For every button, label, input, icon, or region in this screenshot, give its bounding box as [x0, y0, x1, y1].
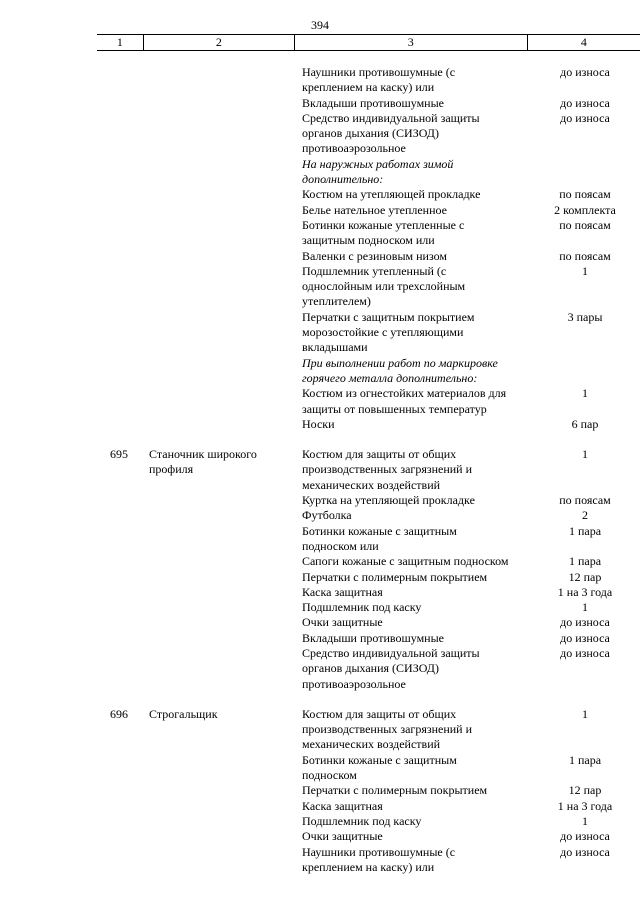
ppe-item-quantity: 1 на 3 года — [557, 584, 613, 599]
ppe-item-name-line: органов дыхания (СИЗОД) — [302, 126, 439, 141]
ppe-item-name-line: Костюм на утепляющей прокладке — [302, 187, 481, 202]
ppe-item-name — [302, 554, 530, 569]
ppe-item — [0, 111, 640, 157]
ppe-item — [0, 65, 640, 96]
ppe-item-name — [302, 417, 530, 432]
ppe-item-name-line: противоаэрозольное — [302, 676, 406, 691]
ppe-item-quantity: 1 пара — [568, 554, 602, 569]
ppe-item-quantity: 1 — [582, 386, 588, 401]
ppe-item — [0, 203, 640, 218]
table-header — [97, 34, 640, 51]
ppe-item-name — [302, 493, 530, 508]
ppe-item-name — [302, 753, 530, 784]
ppe-item-name-line: Перчатки с полимерным покрытием — [302, 783, 488, 798]
ppe-item-name-line: однослойным или трехслойным — [302, 279, 466, 294]
ppe-item-name-line: Ботинки кожаные с защитным — [302, 752, 457, 767]
ppe-item-name — [302, 187, 530, 202]
ppe-item-name-line: Наушники противошумные (с — [302, 844, 456, 859]
ppe-item-name — [302, 386, 530, 417]
ppe-item — [0, 249, 640, 264]
ppe-item-quantity: до износа — [560, 645, 610, 660]
ppe-item-name — [302, 631, 530, 646]
ppe-item-name-line: органов дыхания (СИЗОД) — [302, 661, 439, 676]
ppe-item-name-line: Средство индивидуальной защиты — [302, 645, 480, 660]
page-number: 394 — [311, 18, 329, 32]
ppe-item-name-line: На наружных работах зимой — [302, 156, 454, 171]
ppe-item-name-line: Перчатки с полимерным покрытием — [302, 569, 488, 584]
profession-name-line: Станочник широкого — [149, 447, 257, 462]
ppe-item-name-line: Футболка — [302, 508, 352, 523]
ppe-item-name — [302, 707, 530, 753]
ppe-item-quantity: до износа — [560, 615, 610, 630]
ppe-item-name — [302, 310, 530, 356]
ppe-item — [0, 707, 640, 753]
ppe-item-name — [302, 218, 530, 249]
ppe-item — [0, 386, 640, 417]
ppe-item — [0, 570, 640, 585]
profession-group — [0, 65, 640, 432]
ppe-item-name-line: Вкладыши противошумные — [302, 95, 444, 110]
ppe-item-name — [302, 799, 530, 814]
header-col-4: 4 — [527, 35, 640, 50]
ppe-item-name-line: дополнительно: — [302, 172, 384, 187]
ppe-item-name-line: противоаэрозольное — [302, 141, 406, 156]
ppe-item-quantity — [530, 157, 640, 188]
ppe-item-name-line: горячего металла дополнительно: — [302, 370, 478, 385]
ppe-item — [0, 493, 640, 508]
ppe-item-name-line: механических воздействий — [302, 477, 441, 492]
ppe-item-name-line: механических воздействий — [302, 737, 441, 752]
ppe-item — [0, 799, 640, 814]
ppe-item-quantity: до износа — [560, 65, 610, 79]
ppe-item — [0, 264, 640, 310]
ppe-item-name — [302, 570, 530, 585]
profession-group — [0, 447, 640, 692]
ppe-item — [0, 631, 640, 646]
ppe-item — [0, 753, 640, 784]
ppe-item-name-line: Валенки с резиновым низом — [302, 248, 448, 263]
ppe-item-quantity: 1 на 3 года — [557, 798, 613, 813]
ppe-item — [0, 646, 640, 692]
profession-name-line: Строгальщик — [149, 706, 218, 721]
ppe-item — [0, 417, 640, 432]
ppe-item-name — [302, 814, 530, 829]
ppe-item-name-line: Куртка на утепляющей прокладке — [302, 493, 475, 508]
ppe-item-name — [302, 65, 530, 96]
ppe-item-name — [302, 585, 530, 600]
ppe-item-quantity: 3 пары — [567, 309, 603, 324]
ppe-item — [0, 814, 640, 829]
ppe-item-name — [302, 524, 530, 555]
ppe-item-quantity: 1 пара — [568, 523, 602, 538]
ppe-item-name-line: Средство индивидуальной защиты — [302, 110, 480, 125]
ppe-item — [0, 218, 640, 249]
ppe-item-name-line: Каска защитная — [302, 584, 383, 599]
header-col-1: 1 — [116, 35, 123, 49]
ppe-item-name-line: Белье нательное утепленное — [302, 202, 447, 217]
ppe-item-name — [302, 356, 530, 387]
ppe-item-quantity: 6 пар — [571, 416, 599, 431]
ppe-item-name — [302, 646, 530, 692]
ppe-item-name — [302, 845, 530, 876]
ppe-item-name-line: Ботинки кожаные с защитным — [302, 523, 457, 538]
ppe-item — [0, 600, 640, 615]
ppe-item-name-line: подноском или — [302, 538, 379, 553]
profession-name — [149, 447, 289, 478]
ppe-item-quantity: 1 — [582, 447, 588, 462]
ppe-item-quantity: до износа — [560, 110, 610, 125]
ppe-item-name — [302, 447, 530, 493]
profession-group — [0, 707, 640, 875]
ppe-item-quantity: 2 — [582, 508, 588, 523]
ppe-item-name-line: морозостойкие с утепляющими — [302, 325, 464, 340]
ppe-item — [0, 96, 640, 111]
ppe-item-quantity: по поясам — [559, 187, 611, 202]
ppe-item — [0, 554, 640, 569]
ppe-item-name — [302, 783, 530, 798]
ppe-item-quantity — [530, 356, 640, 387]
ppe-item-name-line: Каска защитная — [302, 798, 383, 813]
ppe-item-name-line: Подшлемник под каску — [302, 813, 422, 828]
ppe-item-name — [302, 508, 530, 523]
ppe-item-name-line: креплением на каску) или — [302, 859, 435, 874]
ppe-item-name-line: производственных загрязнений и — [302, 722, 473, 737]
ppe-item-quantity: 12 пар — [568, 783, 602, 798]
ppe-item — [0, 615, 640, 630]
ppe-item-name-line: вкладышами — [302, 340, 368, 355]
ppe-item-quantity: 2 комплекта — [554, 202, 616, 217]
ppe-item-name-line: Костюм из огнестойких материалов для — [302, 386, 507, 401]
ppe-item — [0, 447, 640, 493]
ppe-item — [0, 845, 640, 876]
ppe-item-quantity: до износа — [560, 844, 610, 859]
profession-number: 696 — [110, 706, 128, 721]
ppe-item-name-line: Подшлемник утепленный (с — [302, 263, 447, 278]
table-body — [0, 65, 640, 875]
ppe-item-name — [302, 264, 530, 310]
ppe-item-name — [302, 203, 530, 218]
ppe-item-name — [302, 615, 530, 630]
ppe-item-quantity: 12 пар — [568, 569, 602, 584]
ppe-item-quantity: до износа — [560, 630, 610, 645]
ppe-item-name-line: защитным подноском или — [302, 233, 435, 248]
ppe-item-quantity: до износа — [560, 95, 610, 110]
ppe-item-quantity: по поясам — [559, 248, 611, 263]
ppe-item-quantity: 1 — [582, 813, 588, 828]
ppe-item-name-line: Ботинки кожаные утепленные с — [302, 217, 465, 232]
ppe-item-quantity: 1 — [582, 600, 588, 615]
ppe-item-quantity: 1 пара — [568, 752, 602, 767]
section-note — [0, 157, 640, 188]
ppe-item — [0, 829, 640, 844]
ppe-item-name — [302, 600, 530, 615]
header-col-3: 3 — [294, 35, 527, 50]
ppe-item-name-line: Очки защитные — [302, 829, 383, 844]
ppe-item-name-line: Сапоги кожаные с защитным подноском — [302, 554, 509, 569]
profession-name — [149, 707, 289, 722]
ppe-item-quantity: по поясам — [559, 217, 611, 232]
ppe-item-name-line: Костюм для защиты от общих — [302, 447, 457, 462]
section-note — [0, 356, 640, 387]
ppe-item — [0, 783, 640, 798]
ppe-item-name-line: Очки защитные — [302, 615, 383, 630]
ppe-item-name — [302, 249, 530, 264]
ppe-item-name — [302, 829, 530, 844]
ppe-item-quantity: до износа — [560, 829, 610, 844]
profession-number: 695 — [110, 447, 128, 462]
ppe-item-quantity: по поясам — [559, 493, 611, 508]
ppe-item-name-line: При выполнении работ по маркировке — [302, 355, 498, 370]
ppe-item-name-line: Подшлемник под каску — [302, 600, 422, 615]
ppe-item-name-line: Вкладыши противошумные — [302, 630, 444, 645]
ppe-item-name — [302, 157, 530, 188]
header-col-2: 2 — [143, 35, 294, 50]
ppe-item — [0, 310, 640, 356]
ppe-item-name — [302, 96, 530, 111]
ppe-item-name-line: Наушники противошумные (с — [302, 65, 456, 79]
ppe-item-name-line: креплением на каску) или — [302, 80, 435, 95]
ppe-item-name — [302, 111, 530, 157]
ppe-item-quantity: 1 — [582, 706, 588, 721]
ppe-item — [0, 524, 640, 555]
ppe-item-name-line: производственных загрязнений и — [302, 462, 473, 477]
ppe-item-name-line: утеплителем) — [302, 294, 371, 309]
ppe-item — [0, 187, 640, 202]
ppe-item-name-line: защиты от повышенных температур — [302, 401, 487, 416]
ppe-item — [0, 585, 640, 600]
ppe-item-name-line: подноском — [302, 768, 357, 783]
ppe-item-name-line: Носки — [302, 416, 335, 431]
ppe-item-quantity: 1 — [582, 263, 588, 278]
ppe-item — [0, 508, 640, 523]
ppe-item-name-line: Костюм для защиты от общих — [302, 706, 457, 721]
ppe-item-name-line: Перчатки с защитным покрытием — [302, 309, 475, 324]
profession-name-line: профиля — [149, 462, 194, 477]
